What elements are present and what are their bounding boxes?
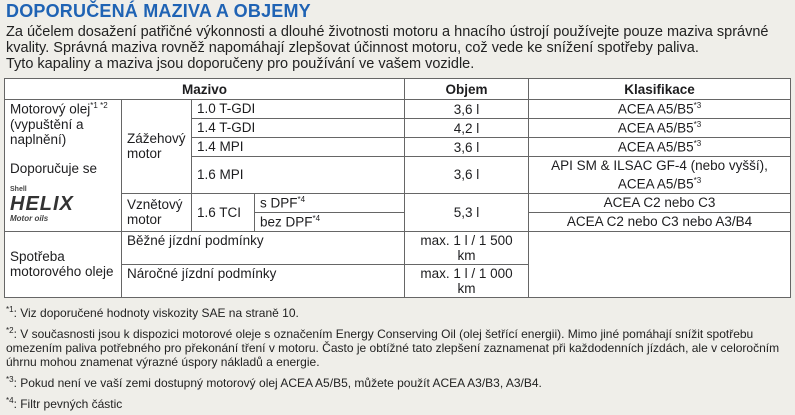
dpf-without: bez DPF$^{*4}$ [255, 212, 405, 231]
page-title: DOPORUČENÁ MAZIVA A OBJEMY [6, 1, 311, 21]
recommends-label: Doporučuje se [10, 160, 98, 176]
volume-1: 3,6 l [405, 100, 529, 119]
consumption-severe-value: max. 1 l / 1 000 km [405, 264, 529, 297]
footnote-4: $^{*4}$: Filtr pevných částic [6, 396, 123, 411]
engine-4: 1.6 MPI [192, 157, 405, 194]
engine-1: 1.0 T-GDI [192, 100, 405, 119]
footnote-3: $^{*3}$: Pokud není ve vaší zemi dostupný motorový olej ACEA A5/B5, můžete použít ACEA A3/B3, A3/B4. [6, 375, 542, 390]
consumption-normal-value: max. 1 l / 1 500 km [405, 231, 529, 264]
class-3: ACEA A5/B5$^{*3}$ [529, 138, 791, 157]
dpf-with: s DPF$^{*4}$ [255, 193, 405, 212]
consumption-label: Spotřeba motorového oleje [5, 231, 122, 297]
header-classification: Klasifikace [529, 79, 791, 100]
consumption-class-empty [529, 231, 791, 297]
diesel-label: Vznětový motor [122, 193, 192, 231]
header-lubricant: Mazivo [5, 79, 405, 100]
volume-2: 4,2 l [405, 119, 529, 138]
table-row [5, 100, 791, 119]
engine-oil-sub: (vypuštění a naplnění) [10, 116, 84, 147]
footnote-1: $^{*1}$: Viz doporučené hodnoty viskozity SAE na straně 10. [6, 305, 299, 320]
class-tci-with: ACEA C2 nebo C3 [529, 193, 791, 212]
lubricant-table [4, 78, 791, 298]
logo-name: HELIX [10, 192, 74, 215]
volume-tci: 5,3 l [405, 193, 529, 231]
logo-sub: Motor oils [10, 213, 49, 223]
volume-4: 3,6 l [405, 157, 529, 194]
class-tci-without: ACEA C2 nebo C3 nebo A3/B4 [529, 212, 791, 231]
class-2: ACEA A5/B5$^{*3}$ [529, 119, 791, 138]
engine-2: 1.4 T-GDI [192, 119, 405, 138]
engine-oil-sup: *1 *2 [90, 101, 108, 110]
footnote-2: $^{*2}$: V současnosti jsou k dispozici motorové oleje s označením Energy Conserving Oil (olej šetřící energii). Mimo jiné pomáhají snížit spotřebu omezením paliva potřebného pro překonání tření v motoru. Často je obtížné tato zlepšení zaznamenat při každodenních jízdách, ale v celoročním úhrnu mohou znamenat výrazné úspory nákladů a energie. [6, 326, 780, 369]
logo-brand: Shell [10, 185, 27, 193]
intro-paragraph: Za účelem dosažení patřičné výkonnosti a dlouhé životnosti motoru a hnacího ústrojí používejte pouze maziva správné kvality. Správná maziva rovněž napomáhají zlepšovat účinnost motoru, což vede ke snížení spotřeby paliva. [6, 24, 769, 56]
intro-note: Tyto kapaliny a maziva jsou doporučeny pro používání ve vašem vozidle. [6, 56, 475, 72]
consumption-normal-label: Běžné jízdní podmínky [122, 231, 405, 264]
engine-oil-label: Motorový olej [10, 101, 91, 117]
class-4: API SM & ILSAC GF-4 (nebo vyšší), ACEA A5/B5$^{*3}$ [529, 157, 791, 194]
engine-tci: 1.6 TCI [192, 193, 255, 231]
table-header-row [5, 79, 791, 100]
class-1: ACEA A5/B5$^{*3}$ [529, 100, 791, 119]
footnotes [6, 303, 790, 415]
table-row [5, 193, 791, 212]
header-volume: Objem [405, 79, 529, 100]
engine-oil-cell [5, 100, 122, 232]
engine-3: 1.4 MPI [192, 138, 405, 157]
consumption-severe-label: Náročné jízdní podmínky [122, 264, 405, 297]
table-row [5, 231, 791, 264]
shell-helix-logo [10, 186, 116, 223]
volume-3: 3,6 l [405, 138, 529, 157]
petrol-label: Zážehový motor [122, 100, 192, 194]
